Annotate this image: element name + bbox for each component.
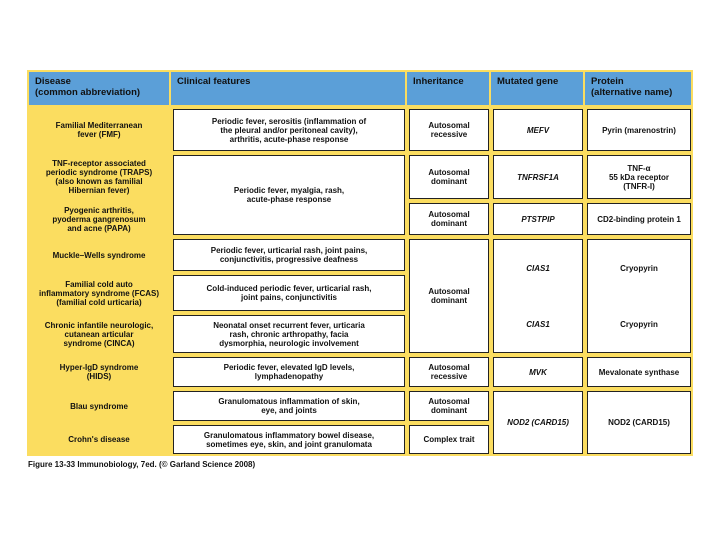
clinical-cinca-line2: rash, chronic arthropathy, facia [229, 329, 349, 339]
inheritance-cias-line1: Autosomal [428, 287, 470, 296]
clinical-hids-line1: Periodic fever, elevated IgD levels, [223, 363, 355, 372]
header-protein-title: Protein [591, 76, 624, 87]
gene-fmf [493, 109, 583, 151]
clinical-fmf-line2: the pleural and/or peritoneal cavity), [220, 125, 358, 135]
disease-traps-line2: periodic syndrome (TRAPS) [45, 168, 153, 177]
disease-traps-line3: (also known as familial [55, 177, 143, 186]
header-disease-subtitle: (common abbreviation) [35, 86, 141, 98]
inheritance-crohn-line1: Complex trait [423, 435, 475, 444]
header-gene [491, 72, 583, 105]
protein-papa-label: CD2-binding protein 1 [597, 214, 681, 224]
clinical-crohn-line2: sometimes eye, skin, and joint granulomata [206, 439, 372, 449]
protein-hids [587, 357, 691, 387]
header-disease-title: Disease [35, 76, 71, 87]
disease-blau-line1: Blau syndrome [70, 401, 128, 411]
header-protein [585, 72, 691, 105]
disease-traps-line4: Hibernian fever) [68, 186, 130, 195]
inheritance-crohn [409, 425, 489, 454]
disease-cinca-line2: cutanean articular [64, 329, 134, 339]
clinical-fcas-line2: joint pains, conjunctivitis [240, 293, 337, 302]
inheritance-cias-line2: dominant [431, 296, 467, 305]
gene-cias [493, 239, 583, 353]
disease-hids [29, 356, 169, 388]
inheritance-papa-line1: Autosomal [428, 210, 470, 219]
disease-papa-line2: pyoderma gangrenosum [52, 214, 146, 224]
gene-traps [493, 155, 583, 199]
gene-hids [493, 357, 583, 387]
disease-cinca-line1: Chronic infantile neurologic, [44, 320, 154, 330]
figure-caption: Figure 13-33 Immunobiology, 7ed. (© Garland Science 2008) [28, 460, 256, 469]
protein-traps [587, 155, 691, 199]
protein-nod2 [587, 391, 691, 454]
header-inheritance [407, 72, 489, 105]
disease-papa-line1: Pyogenic arthritis, [64, 205, 134, 215]
gene-traps-label: TNFRSF1A [517, 172, 559, 182]
gene-papa [493, 203, 583, 235]
gene-nod2 [493, 391, 583, 454]
protein-cias-b-label: Cryopyrin [620, 319, 658, 329]
clinical-crohn-line1: Granulomatous inflammatory bowel disease, [203, 430, 375, 440]
protein-fmf-label: Pyrin (marenostrin) [602, 125, 676, 135]
inheritance-blau [409, 391, 489, 421]
inheritance-fmf-line2: recessive [430, 130, 468, 139]
header-clinical [171, 72, 405, 105]
disease-table [27, 70, 693, 456]
disease-fcas-line3: (familial cold urticaria) [56, 297, 142, 307]
clinical-hids [173, 357, 405, 387]
clinical-fmf-line3: arthritis, acute-phase response [229, 134, 349, 144]
clinical-mws [173, 239, 405, 271]
clinical-blau [173, 391, 405, 421]
clinical-crohn [173, 425, 405, 454]
inheritance-cias [409, 239, 489, 353]
gene-cias-b-label: CIAS1 [526, 319, 550, 329]
disease-crohn-line1: Crohn's disease [68, 434, 130, 444]
clinical-cinca-line3: dysmorphia, neurologic involvement [219, 338, 359, 348]
disease-cinca [29, 314, 169, 354]
inheritance-traps-line1: Autosomal [428, 168, 470, 177]
disease-traps [29, 154, 169, 200]
clinical-fcas-line1: Cold-induced periodic fever, urticarial rash, [206, 284, 372, 293]
clinical-cinca-line1: Neonatal onset recurrent fever, urticaria [213, 320, 365, 330]
inheritance-fmf-line1: Autosomal [428, 121, 470, 130]
protein-traps-line2: 55 kDa receptor [608, 172, 670, 182]
disease-papa [29, 202, 169, 236]
inheritance-blau-line2: dominant [431, 406, 467, 415]
gene-cias-a-label: CIAS1 [526, 263, 550, 273]
inheritance-hids [409, 357, 489, 387]
clinical-fcas [173, 275, 405, 311]
clinical-fmf [173, 109, 405, 151]
protein-fmf [587, 109, 691, 151]
gene-hids-label: MVK [529, 367, 547, 377]
header-inheritance-title: Inheritance [413, 76, 464, 87]
disease-cinca-line3: syndrome (CINCA) [63, 338, 135, 348]
clinical-blau-line2: eye, and joints [261, 406, 317, 415]
inheritance-traps-line2: dominant [431, 177, 467, 186]
clinical-mws-line1: Periodic fever, urticarial rash, joint pains, [210, 246, 368, 255]
disease-traps-line1: TNF-receptor associated [52, 159, 146, 168]
gene-papa-label: PTSTPIP [521, 214, 555, 224]
clinical-blau-line1: Granulomatous inflammation of skin, [218, 397, 360, 406]
protein-hids-label: Mevalonate synthase [598, 367, 680, 377]
header-protein-subtitle: (alternative name) [591, 86, 673, 98]
gene-fmf-label: MEFV [526, 125, 550, 135]
clinical-mws-line2: conjunctivitis, progressive deafness [219, 255, 359, 264]
disease-mws-line1: Muckle–Wells syndrome [52, 250, 146, 260]
inheritance-blau-line1: Autosomal [428, 397, 470, 406]
disease-fcas [29, 274, 169, 312]
disease-hids-line2: (HIDS) [86, 372, 112, 381]
clinical-traps-line1: Periodic fever, myalgia, rash, [233, 186, 345, 195]
inheritance-hids-line1: Autosomal [428, 363, 470, 372]
inheritance-papa [409, 203, 489, 235]
header-disease [29, 72, 169, 105]
protein-nod2-label: NOD2 (CARD15) [608, 418, 670, 427]
disease-papa-line3: and acne (PAPA) [67, 223, 131, 233]
clinical-fmf-line1: Periodic fever, serositis (inflammation of [211, 116, 367, 126]
clinical-traps-papa [173, 155, 405, 235]
gene-nod2-label: NOD2 (CARD15) [507, 418, 569, 427]
clinical-hids-line2: lymphadenopathy [254, 372, 324, 381]
protein-traps-line3: (TNFR-I) [623, 181, 655, 191]
disease-crohn [29, 424, 169, 454]
disease-mws [29, 238, 169, 272]
disease-fcas-line2: inflammatory syndrome (FCAS) [38, 288, 160, 298]
disease-fmf-line1: Familial Mediterranean [55, 121, 143, 130]
inheritance-fmf [409, 109, 489, 151]
disease-hids-line1: Hyper-IgD syndrome [59, 363, 139, 372]
protein-cias [587, 239, 691, 353]
disease-blau [29, 390, 169, 422]
disease-fcas-line1: Familial cold auto [65, 279, 133, 289]
protein-traps-line1: TNF-α [627, 163, 651, 173]
clinical-cinca [173, 315, 405, 353]
protein-papa [587, 203, 691, 235]
inheritance-traps [409, 155, 489, 199]
disease-fmf [29, 108, 169, 152]
header-clinical-title: Clinical features [177, 76, 251, 87]
disease-fmf-line2: fever (FMF) [77, 130, 121, 139]
clinical-traps-line2: acute-phase response [246, 195, 332, 204]
inheritance-papa-line2: dominant [431, 219, 467, 228]
header-gene-title: Mutated gene [497, 76, 559, 87]
inheritance-hids-line2: recessive [430, 372, 468, 381]
protein-cias-a-label: Cryopyrin [620, 263, 658, 273]
